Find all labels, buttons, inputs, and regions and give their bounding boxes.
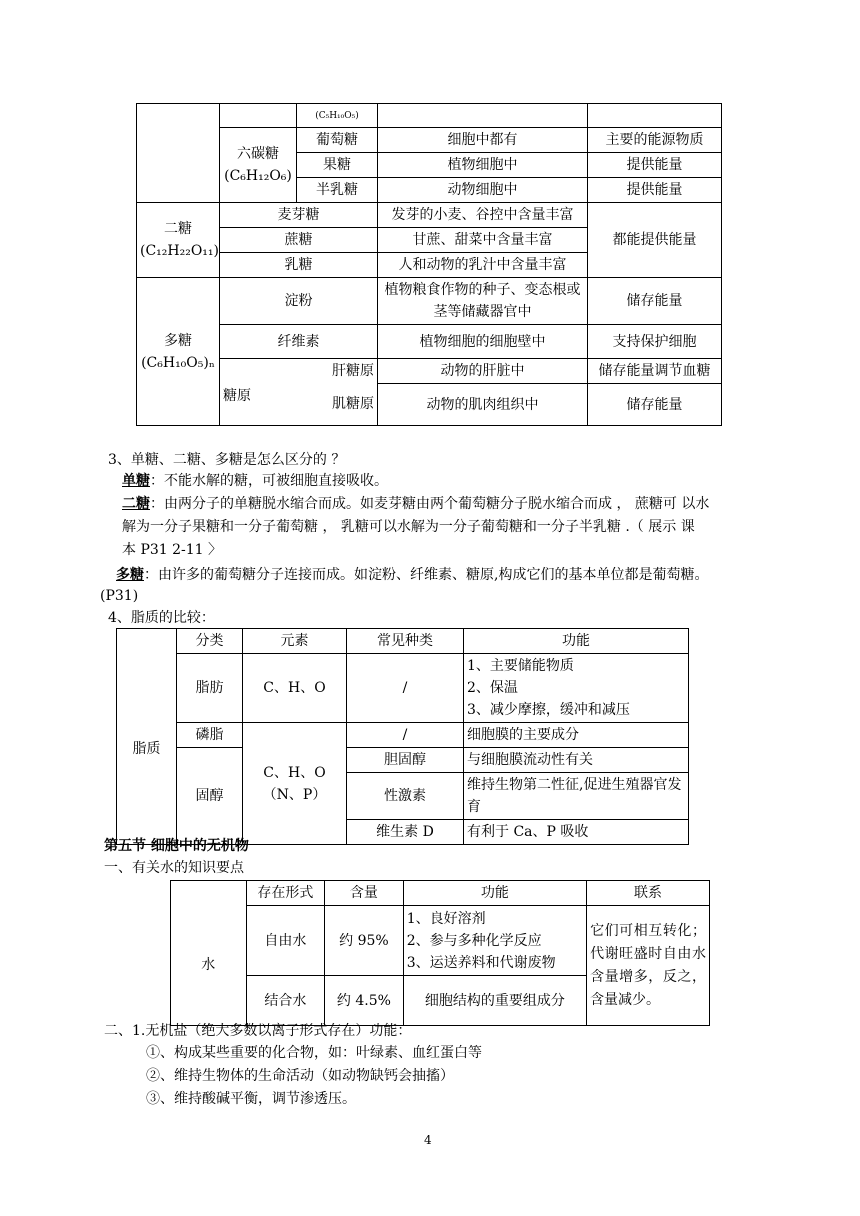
fat-elements: C、H、O [243, 654, 347, 723]
hexose-label: 六碳糖 [237, 146, 279, 162]
hexose-formula: (C₆H₁₂O₆) [224, 168, 292, 184]
sugar-name: 麦芽糖 [220, 203, 378, 228]
sugar-name: 果糖 [297, 153, 378, 178]
water-header: 联系 [587, 881, 710, 906]
polysaccharide-text: ：由许多的葡萄糖分子连接而成。如淀粉、纤维素、糖原,构成它们的基本单位都是葡萄糖。 [144, 567, 709, 583]
q3-disaccharide-line3: 本 P31 2-11 〉 [122, 542, 223, 558]
bound-water-amount: 约 4.5% [325, 976, 404, 1026]
sterol-function: 与细胞膜流动性有关 [464, 748, 689, 773]
sugar-name: 肝糖原 [297, 359, 378, 384]
free-water-function: 1、良好溶剂 [406, 910, 486, 927]
sugar-name: 半乳糖 [297, 178, 378, 203]
salt-subtitle: 二、1.无机盐（绝大多数以离子形式存在）功能： [104, 1023, 412, 1039]
sugar-location: 植物细胞的细胞壁中 [378, 325, 588, 359]
water-header: 存在形式 [246, 881, 325, 906]
fat-function: 1、主要储能物质 [467, 658, 574, 674]
monosaccharide-term: 单糖 [122, 473, 150, 489]
phospholipid-kind: / [347, 723, 464, 748]
free-water-functions [403, 906, 586, 976]
shared-elements-line2: （N、P） [262, 786, 327, 803]
sugar-table [136, 103, 722, 426]
sugar-function: 提供能量 [588, 153, 722, 178]
lipid-table [116, 628, 689, 845]
monosaccharide-text: ：不能水解的糖，可被细胞直接吸收。 [150, 473, 388, 489]
sugar-mono-group-cell [137, 104, 220, 203]
sugar-empty-cell [220, 104, 297, 128]
sugar-location: 细胞中都有 [378, 128, 588, 153]
q4-title: 4、脂质的比较： [108, 610, 215, 626]
q3-reference: (P31) [100, 588, 139, 604]
sugar-location: 植物细胞中 [378, 153, 588, 178]
water-relation: 它们可相互转化；代谢旺盛时自由水含量增多，反之，含量减少。 [587, 906, 710, 1026]
sterol-kind: 胆固醇 [347, 748, 464, 773]
sterol-kind: 维生素 D [347, 820, 464, 845]
disaccharide-group-cell [137, 203, 220, 278]
water-header-blank [171, 881, 247, 906]
fat-function: 3、减少摩擦，缓冲和减压 [467, 702, 630, 718]
sugar-empty-cell [588, 104, 722, 128]
disaccharide-text: ：由两分子的单糖脱水缩合而成。如麦芽糖由两个葡萄糖分子脱水缩合而成 ， 蔗糖可 以水 [150, 496, 710, 512]
lipid-header: 分类 [177, 629, 243, 654]
sugar-location: 发芽的小麦、谷控中含量丰富 [378, 203, 588, 228]
fat-functions [464, 654, 689, 723]
lipid-header-blank [117, 629, 177, 654]
lipid-header: 功能 [464, 629, 689, 654]
q3-disaccharide [122, 494, 709, 515]
sugar-name: 淀粉 [220, 278, 378, 325]
polysaccharide-formula: (C₆H₁₀O₅)ₙ [141, 354, 215, 371]
sugar-function: 储存能量 [588, 384, 722, 426]
fat-name: 脂肪 [177, 654, 243, 723]
sugar-empty-cell [378, 104, 588, 128]
free-water-function: 3、运送养料和代谢废物 [406, 954, 556, 971]
free-water-amount: 约 95% [325, 906, 404, 976]
lipid-header: 元素 [243, 629, 347, 654]
glycogen-label: 糖原 [220, 359, 297, 426]
sugar-function: 储存能量调节血糖 [588, 359, 722, 384]
sugar-function: 储存能量 [588, 278, 722, 325]
page-number: 4 [424, 1133, 432, 1147]
hexose-group-cell [220, 128, 297, 203]
section5-title: 第五节 细胞中的无机物 [104, 838, 249, 854]
sugar-function: 主要的能源物质 [588, 128, 722, 153]
salt-item: ③、维持酸碱平衡，调节渗透压。 [146, 1091, 356, 1107]
bound-water-form: 结合水 [246, 976, 325, 1026]
shared-elements [243, 723, 347, 845]
fat-kind: / [347, 654, 464, 723]
polysaccharide-label: 多糖 [164, 332, 192, 349]
sugar-location: 植物粮食作物的种子、变态根或茎等储藏器官中 [378, 278, 588, 325]
sterol-function: 有利于 Ca、P 吸收 [464, 820, 689, 845]
sugar-location: 甘蔗、甜菜中含量丰富 [378, 228, 588, 253]
sugar-location: 动物的肌肉组织中 [378, 384, 588, 426]
fat-function: 2、保温 [467, 680, 518, 696]
salt-item: ①、构成某些重要的化合物，如：叶绿素、血红蛋白等 [146, 1045, 482, 1061]
disaccharide-term: 二糖 [122, 496, 150, 512]
free-water-form: 自由水 [246, 906, 325, 976]
pentose-formula: (C₅H₁₀O₅) [297, 104, 378, 128]
phospholipid-name: 磷脂 [177, 723, 243, 748]
water-subtitle: 一、有关水的知识要点 [104, 860, 244, 876]
sugar-function: 提供能量 [588, 178, 722, 203]
q3-monosaccharide [122, 471, 388, 492]
sterol-name: 固醇 [177, 748, 243, 845]
sugar-location: 人和动物的乳汁中含量丰富 [378, 253, 588, 278]
disaccharide-function: 都能提供能量 [588, 203, 722, 278]
salt-item: ②、维持生物体的生命活动（如动物缺钙会抽搐） [146, 1068, 454, 1084]
disaccharide-label: 二糖 [164, 221, 192, 237]
sugar-name: 蔗糖 [220, 228, 378, 253]
lipid-group-label: 脂质 [117, 654, 177, 845]
sugar-name: 肌糖原 [297, 384, 378, 426]
water-table [170, 880, 710, 1026]
sterol-kind: 性激素 [347, 773, 464, 820]
polysaccharide-term: 多糖 [116, 567, 144, 583]
disaccharide-formula: (C₁₂H₂₂O₁₁) [140, 243, 219, 259]
sugar-location: 动物的肝脏中 [378, 359, 588, 384]
sugar-name: 葡萄糖 [297, 128, 378, 153]
polysaccharide-group-cell [137, 278, 220, 426]
sugar-function: 支持保护细胞 [588, 325, 722, 359]
q3-disaccharide-line2: 解为一分子果糖和一分子葡萄糖 ， 乳糖可以水解为一分子葡萄糖和一分子半乳糖 .（ 展示 课 [122, 519, 695, 535]
bound-water-function: 细胞结构的重要组成分 [403, 976, 586, 1026]
water-group-label: 水 [171, 906, 247, 1026]
free-water-function: 2、参与多种化学反应 [406, 932, 542, 949]
phospholipid-function: 细胞膜的主要成分 [464, 723, 689, 748]
sugar-name: 纤维素 [220, 325, 378, 359]
water-header: 含量 [325, 881, 404, 906]
sugar-location: 动物细胞中 [378, 178, 588, 203]
q3-polysaccharide [116, 565, 708, 586]
sugar-name: 乳糖 [220, 253, 378, 278]
water-header: 功能 [403, 881, 586, 906]
lipid-header: 常见种类 [347, 629, 464, 654]
sterol-function: 维持生物第二性征,促进生殖器官发育 [464, 773, 689, 820]
shared-elements-line1: C、H、O [263, 764, 326, 781]
q3-title: 3、单糖、二糖、多糖是怎么区分的 ？ [108, 452, 346, 468]
